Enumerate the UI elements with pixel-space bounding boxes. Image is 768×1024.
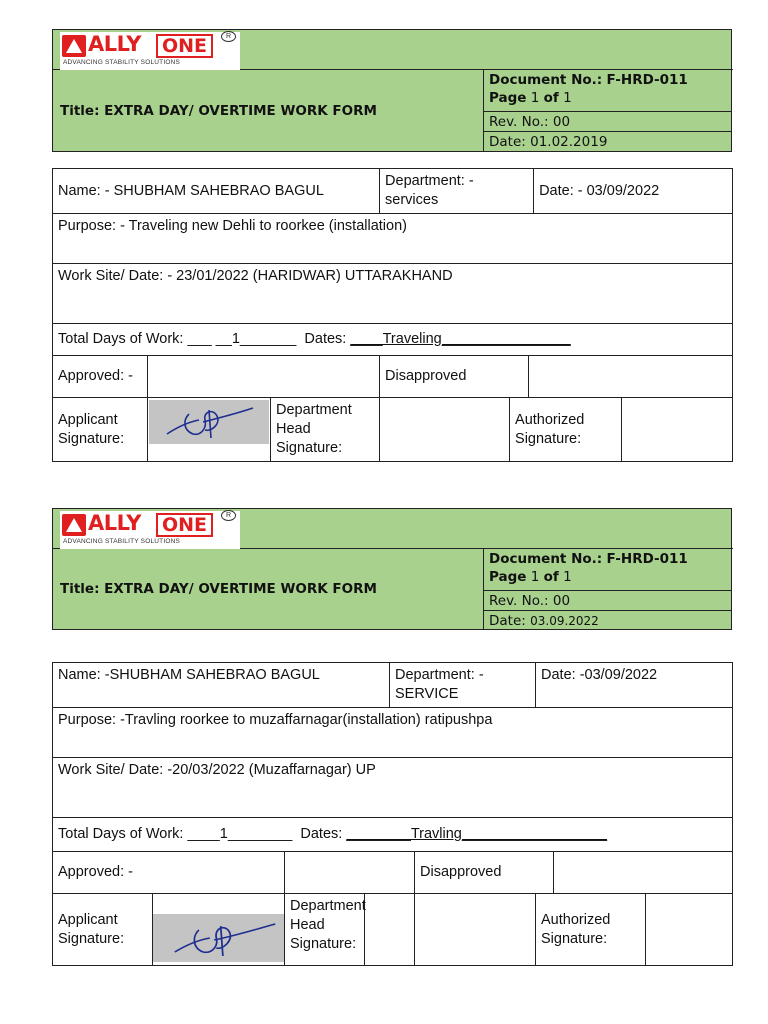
approved-row-left (53, 852, 285, 894)
form-header (52, 29, 732, 152)
logo-row (53, 509, 733, 549)
logo-text-one: ONE (156, 34, 213, 58)
doc-date-cell (484, 611, 731, 631)
doc-no-value: F-HRD-011 (606, 551, 688, 567)
doc-no-label: Document No.: (489, 551, 603, 567)
approved-value (285, 852, 415, 894)
disapproved-label: Disapproved (380, 356, 529, 398)
revision-number: Rev. No.: 00 (484, 112, 731, 132)
doc-date-value: 03.09.2022 (530, 614, 599, 628)
applicant-signature-label: Applicant Signature: (53, 398, 148, 462)
department-field: Department: - SERVICE (390, 663, 536, 708)
doc-date-label: Date: (489, 613, 531, 629)
name-field: Name: - SHUBHAM SAHEBRAO BAGUL (53, 169, 380, 214)
applicant-signature-image (149, 400, 269, 444)
title-cell (53, 549, 484, 629)
logo-text-ally: ALLY (88, 511, 141, 535)
doc-date-cell (484, 132, 731, 152)
disapproved-value (554, 852, 733, 894)
logo-tagline: ADVANCING STABILITY SOLUTIONS (63, 59, 181, 66)
document-meta (484, 549, 731, 629)
department-head-signature-value-2 (415, 894, 536, 966)
allyone-logo (60, 32, 240, 70)
approved-label: Approved: - (53, 356, 148, 398)
total-days-value: 1 (219, 826, 228, 842)
document-number-cell (484, 70, 731, 112)
dates-label: Dates: (296, 331, 351, 347)
total-days-blank: ________ (227, 826, 293, 842)
form-title: Title: EXTRA DAY/ OVERTIME WORK FORM (60, 102, 377, 119)
applicant-signature-cell (153, 894, 285, 966)
total-days-blank: _______ (239, 331, 297, 347)
logo-row (53, 30, 733, 70)
disapproved-label: Disapproved (415, 852, 554, 894)
document-meta (484, 70, 731, 151)
department-head-signature-value (380, 398, 510, 462)
department-head-signature-label: Department Head Signature: (285, 894, 365, 966)
total-days-row (53, 324, 733, 356)
dates-value: ____Traveling________________ (350, 331, 571, 347)
document-number-cell (484, 549, 731, 591)
form-fields-table (52, 168, 733, 462)
title-cell (53, 70, 484, 151)
date-field: Date: - 03/09/2022 (534, 169, 733, 214)
purpose-field: Purpose: -Travling roorkee to muzaffarnagar(installation) ratipushpa (53, 708, 733, 758)
applicant-signature-cell (148, 398, 271, 462)
registered-mark: R (221, 510, 236, 521)
authorized-signature-value (622, 398, 733, 462)
work-site-field: Work Site/ Date: - 23/01/2022 (HARIDWAR) UTTARAKHAND (53, 264, 733, 324)
total-days-value: 1 (231, 331, 240, 347)
dates-value: ________Travling__________________ (346, 826, 608, 842)
dates-label: Dates: (292, 826, 347, 842)
form-title: Title: EXTRA DAY/ OVERTIME WORK FORM (60, 581, 377, 597)
total-days-label: Total Days of Work: ____ (58, 826, 220, 842)
applicant-signature-image (153, 914, 284, 962)
page-number: 1 (530, 90, 540, 106)
department-head-signature-value (365, 894, 415, 966)
registered-mark: R (221, 31, 236, 42)
purpose-field: Purpose: - Traveling new Dehli to roorkee (installation) (53, 214, 733, 264)
disapproved-value (529, 356, 733, 398)
logo-text-ally: ALLY (88, 32, 141, 56)
name-field: Name: -SHUBHAM SAHEBRAO BAGUL (53, 663, 390, 708)
form-header (52, 508, 732, 630)
logo-tagline: ADVANCING STABILITY SOLUTIONS (63, 538, 181, 545)
page-total: 1 (563, 569, 572, 585)
page-of: of (543, 569, 559, 585)
allyone-logo (60, 511, 240, 549)
allyone-mark-icon (62, 35, 86, 57)
authorized-signature-value (646, 894, 733, 966)
page-total: 1 (563, 90, 572, 106)
allyone-mark-icon (62, 514, 86, 536)
approved-value (148, 356, 380, 398)
form-fields-table (52, 662, 733, 966)
department-head-signature-label: Department Head Signature: (271, 398, 380, 462)
work-site-field: Work Site/ Date: -20/03/2022 (Muzaffarnagar) UP (53, 758, 733, 818)
approved-label: Approved: - (58, 864, 133, 880)
doc-no-label: Document No.: (489, 72, 603, 88)
doc-no-value: F-HRD-011 (606, 72, 688, 88)
department-field: Department: - services (380, 169, 534, 214)
authorized-signature-label: Authorized Signature: (536, 894, 646, 966)
applicant-signature-label: Applicant Signature: (53, 894, 153, 966)
doc-date-value: 01.02.2019 (530, 134, 608, 150)
authorized-signature-label: Authorized Signature: (510, 398, 622, 462)
date-field: Date: -03/09/2022 (536, 663, 733, 708)
page-label: Page (489, 90, 527, 106)
total-days-row (53, 818, 733, 852)
page-of: of (543, 90, 559, 106)
page-number: 1 (530, 569, 540, 585)
logo-text-one: ONE (156, 513, 213, 537)
total-days-label: Total Days of Work: ___ __ (58, 331, 232, 347)
revision-number: Rev. No.: 00 (484, 591, 731, 611)
page-label: Page (489, 569, 527, 585)
doc-date-label: Date: (489, 134, 531, 150)
